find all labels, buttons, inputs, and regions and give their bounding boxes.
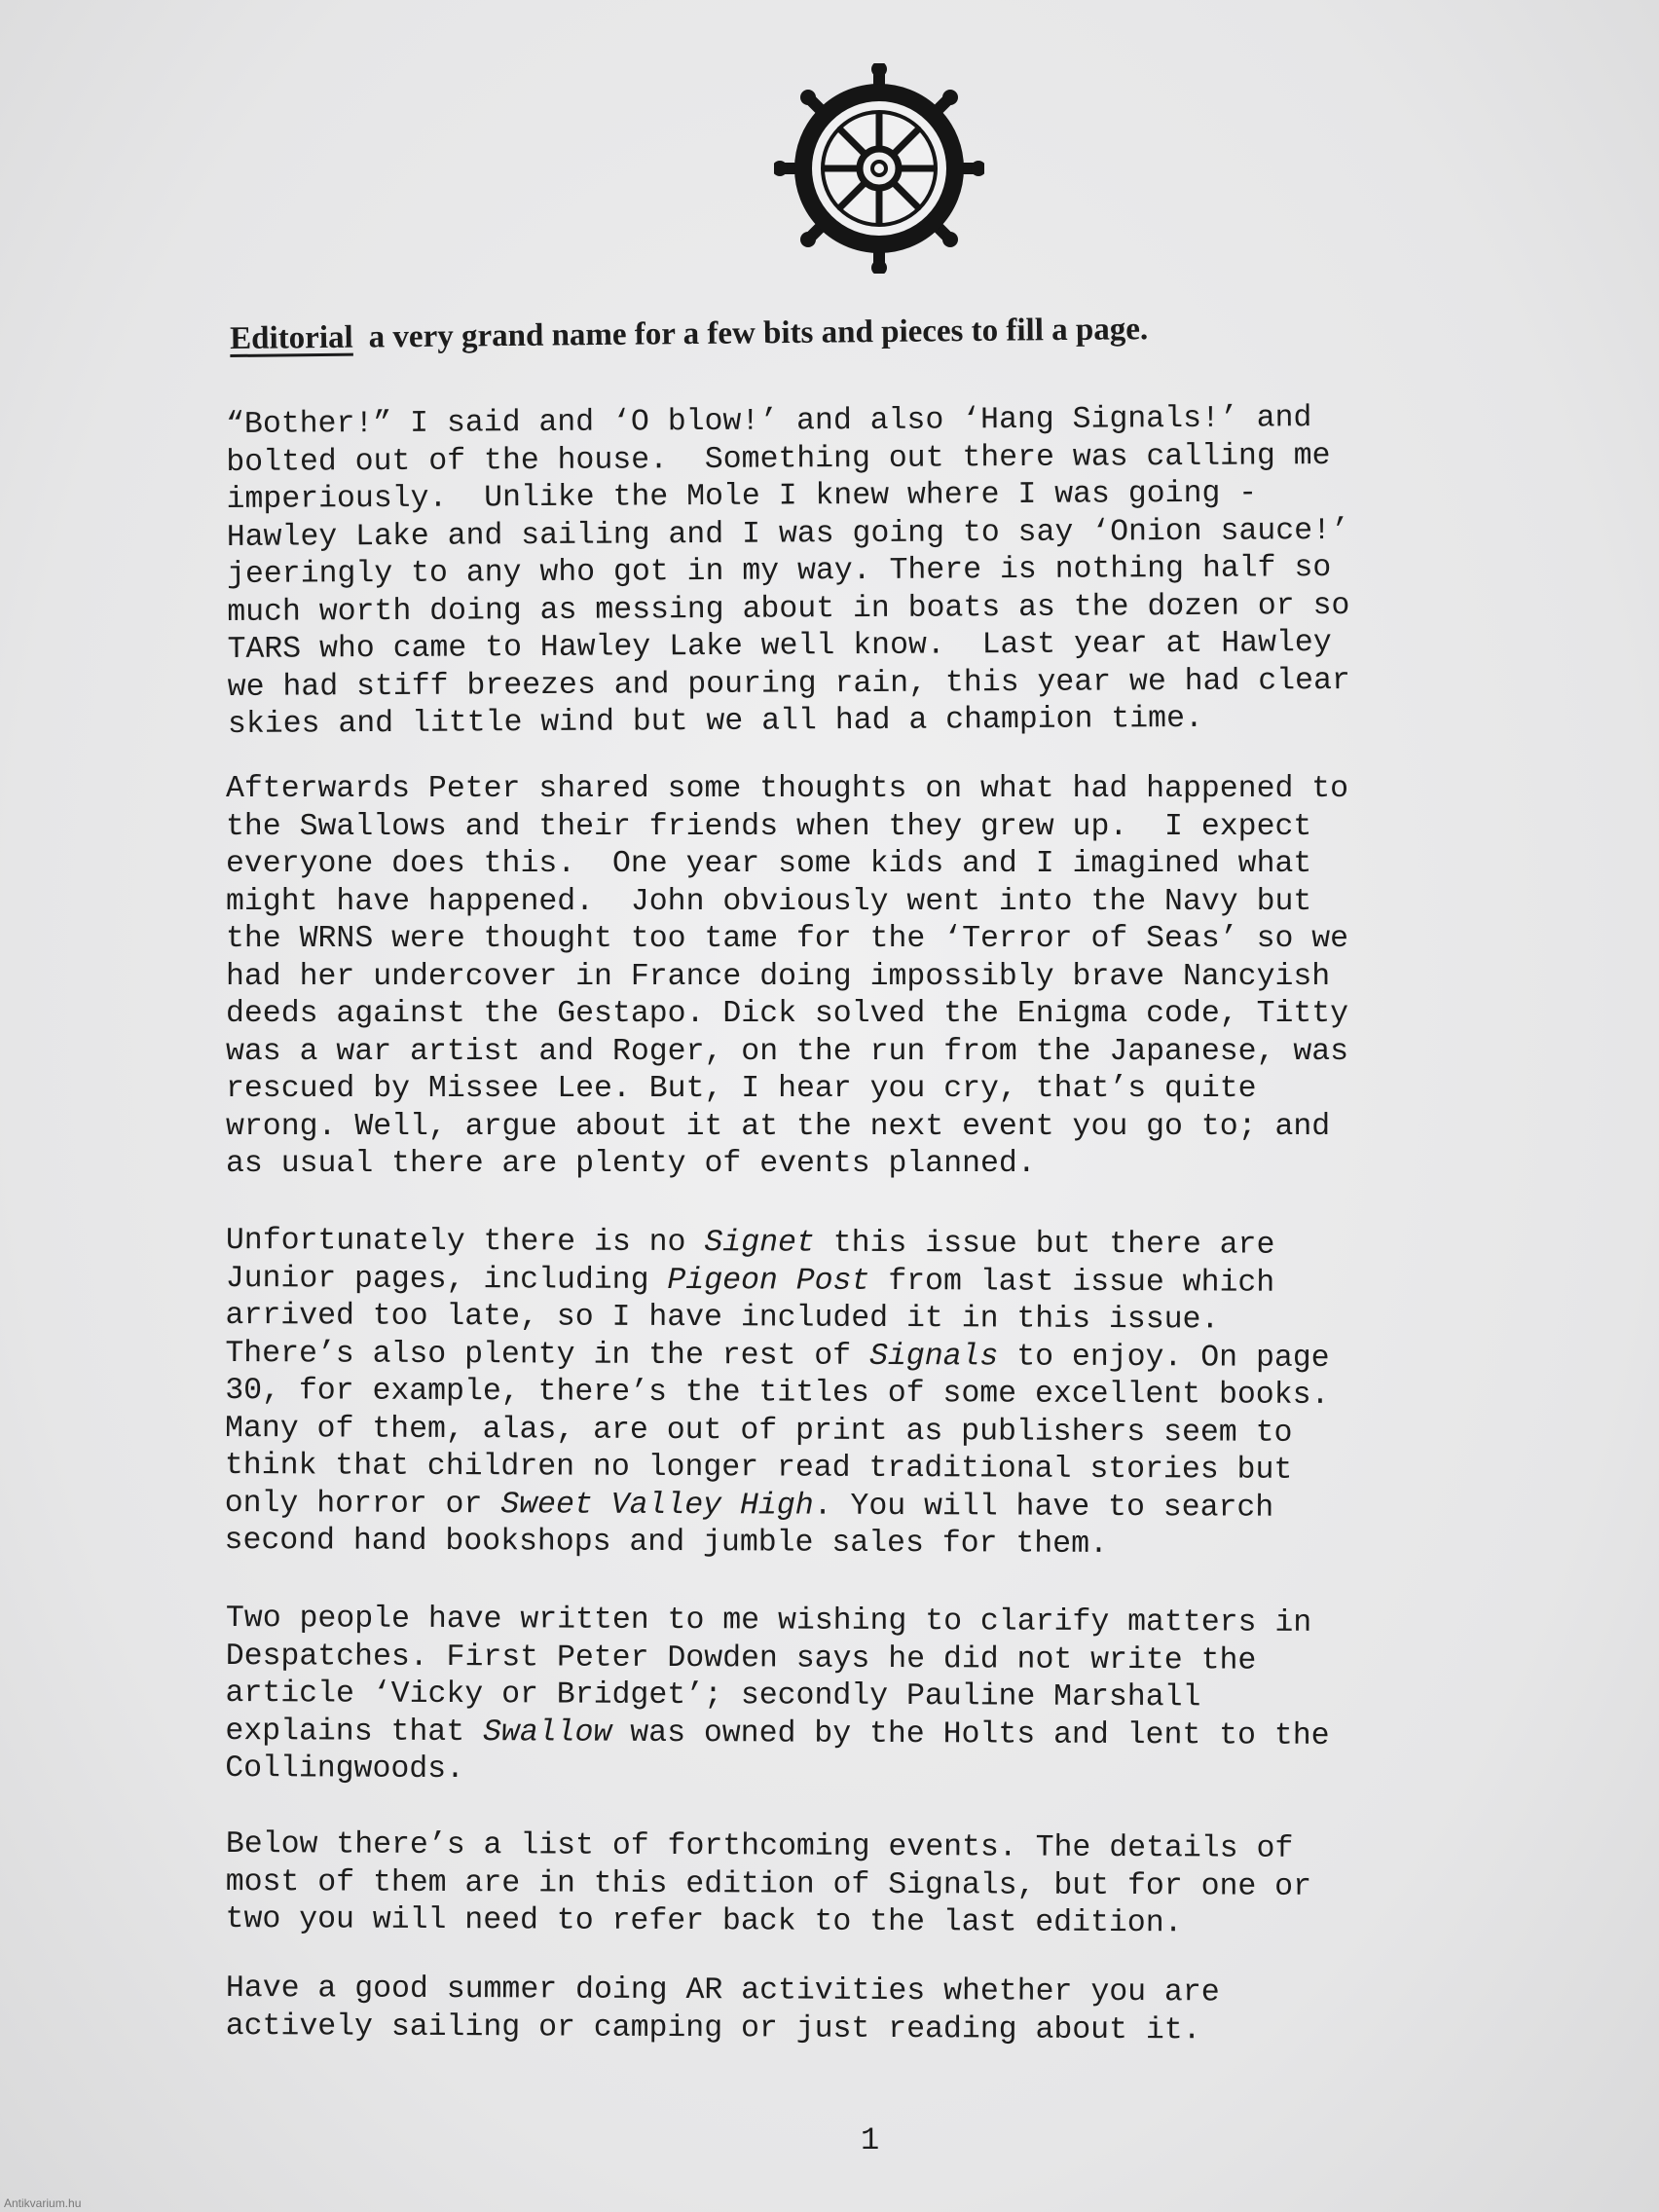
text-line: wrong. Well, argue about it at the next event you go to; and (226, 1109, 1331, 1144)
text-line: jeeringly to any who got in my way. There is nothing half so (226, 551, 1332, 592)
text-line: Afterwards Peter shared some thoughts on what had happened to (226, 772, 1349, 806)
text-line: Despatches. First Peter Dowden says he did not write the (225, 1639, 1257, 1678)
ship-wheel-icon (774, 63, 984, 274)
text-line: 30, for example, there’s the titles of some excellent books. (225, 1373, 1330, 1413)
text-line: only horror or Sweet Valley High. You will have to search (224, 1486, 1274, 1526)
paragraph (226, 399, 1542, 745)
text-line: actively sailing or camping or just reading about it. (225, 2009, 1201, 2047)
text-line: Below there’s a list of forthcoming events. The details of (225, 1827, 1294, 1866)
paragraph (226, 1971, 1540, 2051)
text-line: “Bother!” I said and ‘O blow!’ and also ‘Hang Signals!’ and (226, 401, 1312, 442)
text-line: we had stiff breezes and pouring rain, this year we had clear (227, 663, 1350, 705)
watermark: Antikvarium.hu (4, 2196, 82, 2210)
text-line: Unfortunately there is no Signet this issue but there are (225, 1224, 1275, 1263)
text-line: the WRNS were thought too tame for the ‘Terror of Seas’ so we (226, 922, 1349, 956)
text-line: arrived too late, so I have included it in this issue. (225, 1298, 1220, 1338)
paragraph (224, 1223, 1539, 1566)
text-line: was a war artist and Roger, on the run from the Japanese, was (226, 1034, 1349, 1069)
text-line: Junior pages, including Pigeon Post from last issue which (225, 1261, 1275, 1301)
text-line: deeds against the Gestapo. Dick solved the Enigma code, Titty (226, 997, 1349, 1031)
text-line: explains that Swallow was owned by the Holts and lent to the (225, 1714, 1330, 1753)
text-line: bolted out of the house. Something out there was calling me (226, 438, 1331, 480)
text-line: much worth doing as messing about in boats as the dozen or so (227, 588, 1350, 630)
text-line: might have happened. John obviously went into the Navy but (226, 884, 1312, 919)
paragraph (225, 1826, 1539, 1944)
text-line: had her undercover in France doing impossibly brave Nancyish (226, 959, 1331, 994)
text-line: most of them are in this edition of Signals, but for one or (225, 1864, 1312, 1904)
text-line: Have a good summer doing AR activities whether you are (225, 1972, 1220, 2010)
text-line: Many of them, alas, are out of print as publishers seem to (225, 1411, 1293, 1451)
text-line: article ‘Vicky or Bridget’; secondly Pauline Marshall (225, 1676, 1201, 1715)
text-line: TARS who came to Hawley Lake well know. Last year at Hawley (227, 626, 1332, 667)
text-line: two you will need to refer back to the last edition. (225, 1901, 1183, 1941)
editorial-subtitle: a very grand name for a few bits and pieces to fill a page. (368, 312, 1149, 355)
text-line: the Swallows and their friends when they grew up. I expect (226, 809, 1312, 844)
text-line: rescued by Missee Lee. But, I hear you cry, that’s quite (226, 1072, 1257, 1106)
editorial-title: Editorial (230, 319, 353, 356)
text-line: everyone does this. One year some kids and I imagined what (226, 847, 1312, 881)
editorial-heading (230, 308, 1495, 357)
text-line: skies and little wind but we all had a champion time. (227, 701, 1203, 742)
paragraph (225, 1601, 1540, 1793)
text-line: as usual there are plenty of events planned. (226, 1147, 1036, 1181)
text-line: think that children no longer read traditional stories but (224, 1448, 1293, 1488)
page-number: 1 (861, 2122, 880, 2158)
text-line: Collingwoods. (225, 1751, 465, 1788)
paragraph (226, 771, 1540, 1184)
text-line: Two people have written to me wishing to clarify matters in (225, 1602, 1312, 1641)
text-line: imperiously. Unlike the Mole I knew where I was going - (226, 476, 1258, 517)
text-line: There’s also plenty in the rest of Signals to enjoy. On page (225, 1336, 1330, 1376)
text-line: Hawley Lake and sailing and I was going to say ‘Onion sauce!’ (226, 513, 1349, 555)
text-line: second hand bookshops and jumble sales for them. (224, 1523, 1109, 1562)
